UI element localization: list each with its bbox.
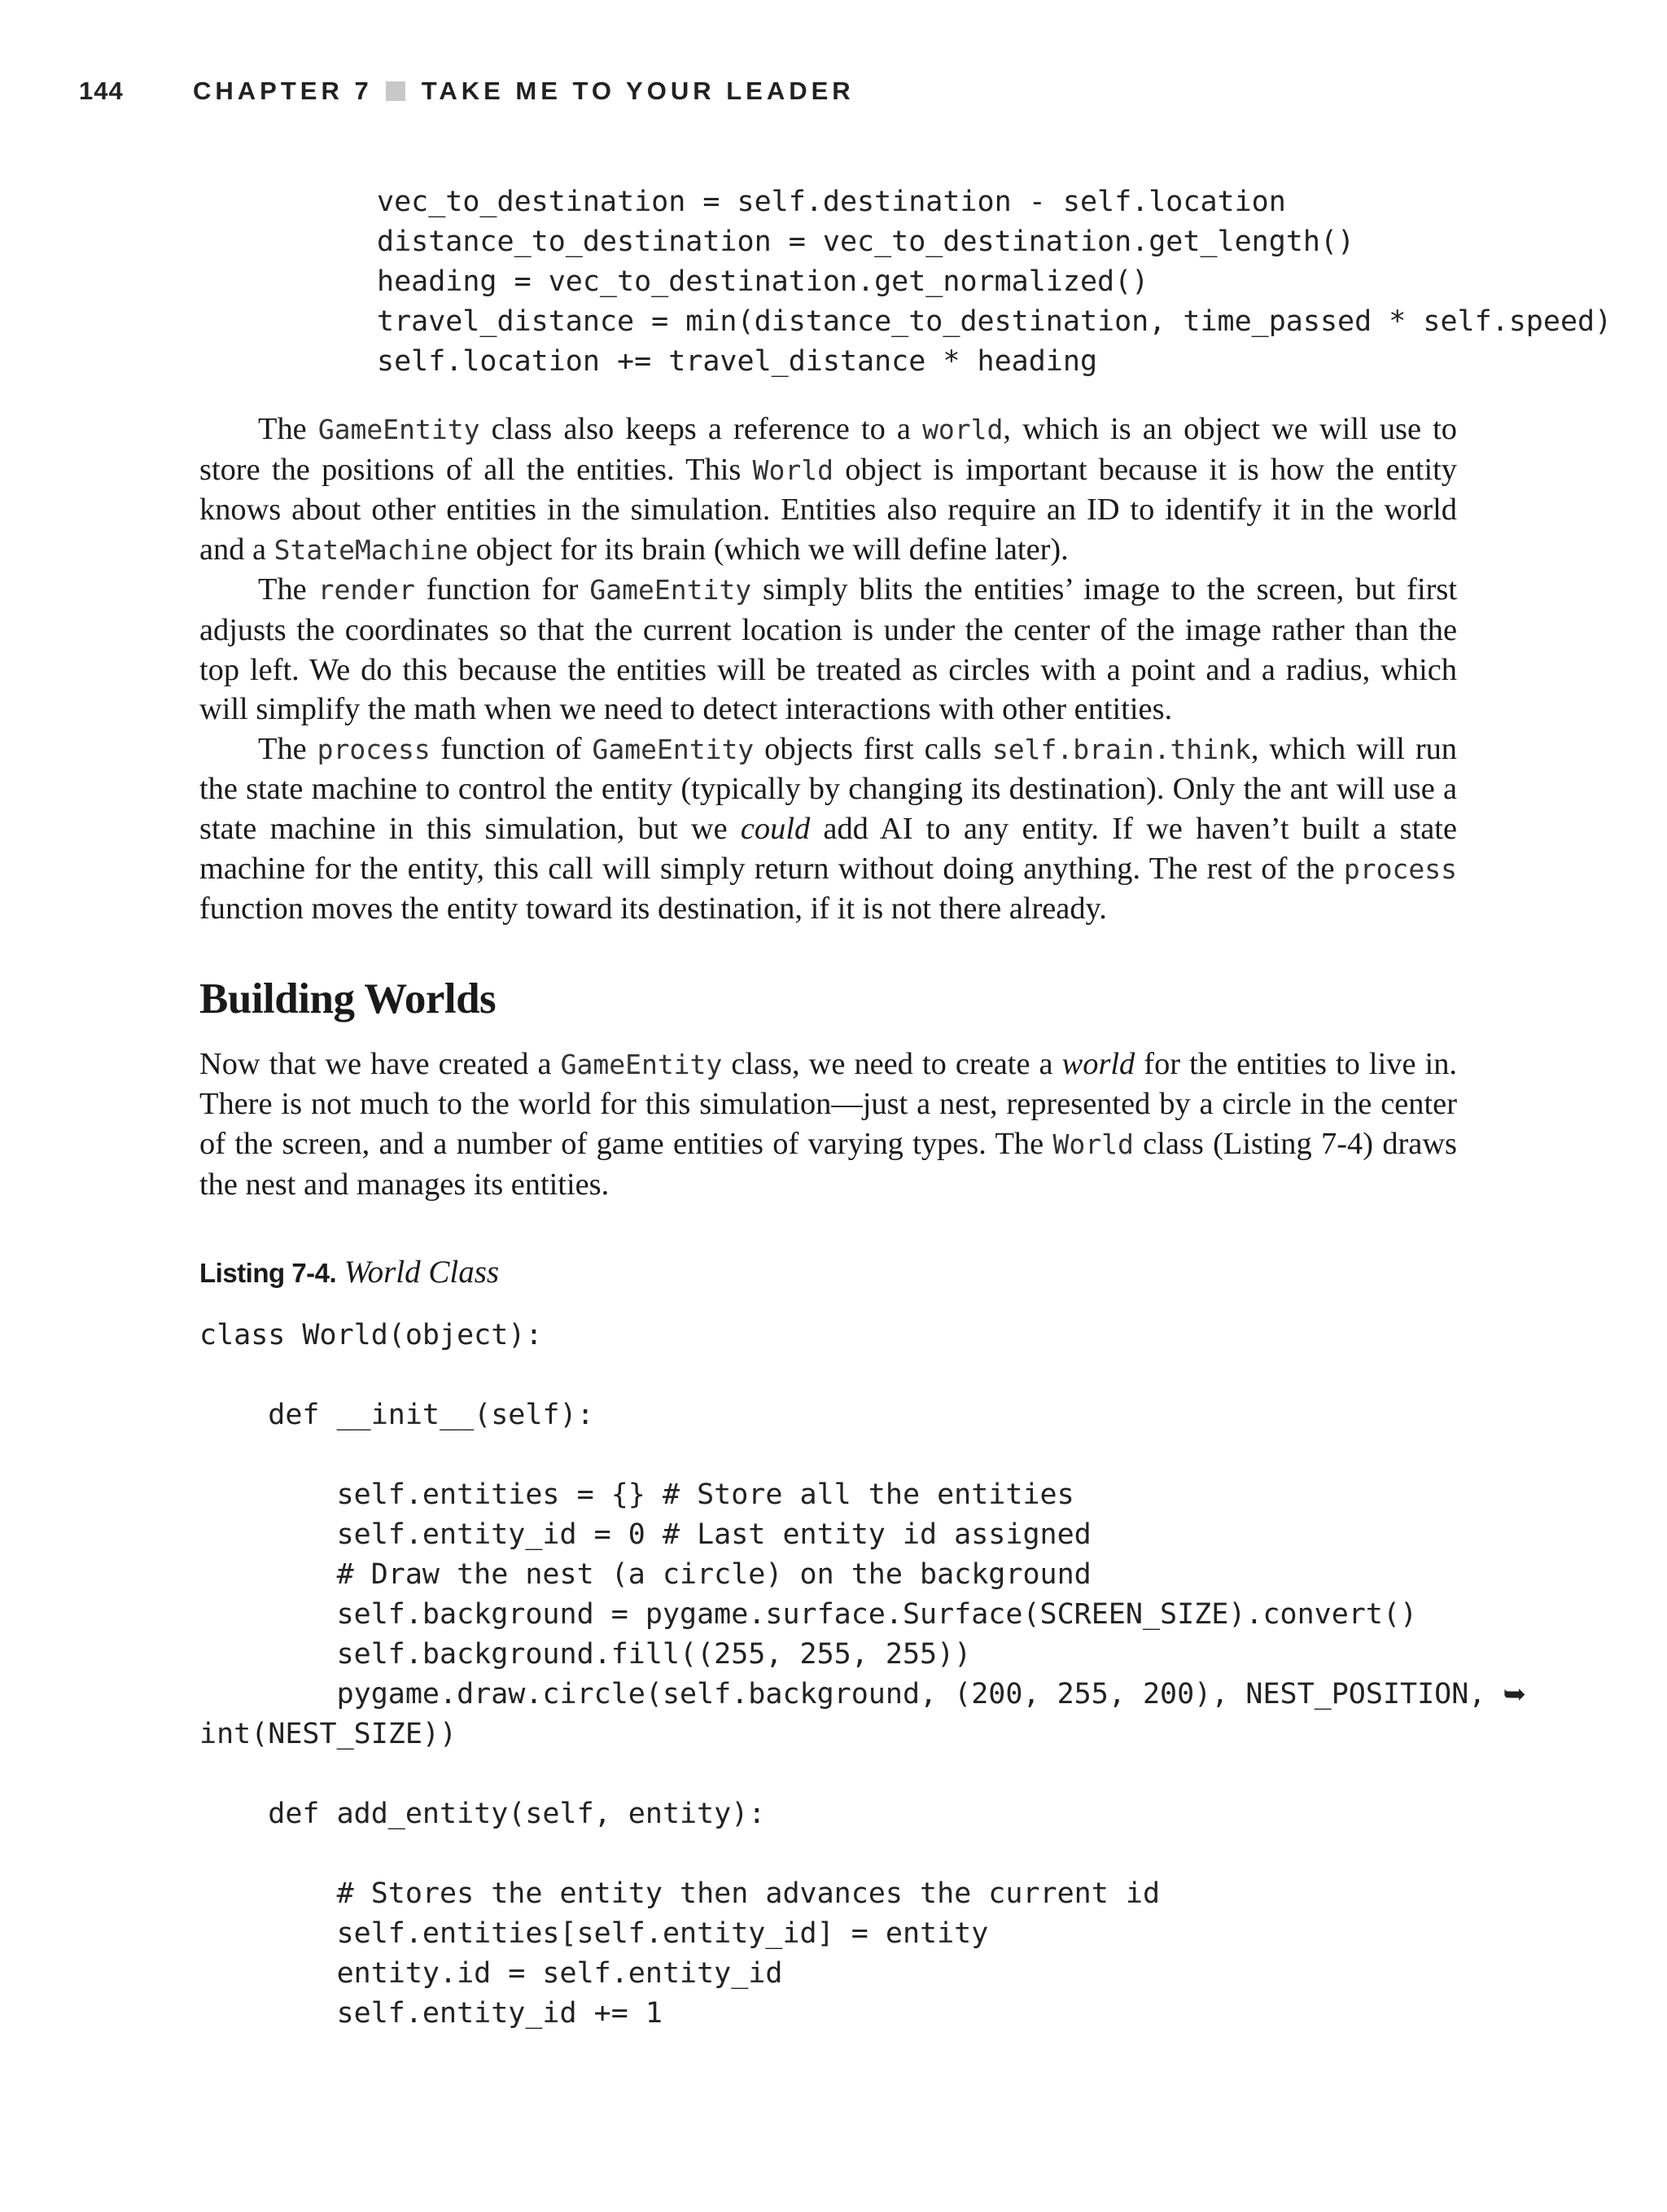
code-line: self.entities = {} # Store all the entities bbox=[199, 1478, 1074, 1512]
paragraph-render-function: The render function for GameEntity simply blits the entities’ image to the screen, but first adjusts the coordinates so that the current location is under the center of the image rather than the top left. We do this because the entities will be treated as circles with a point and a radius, which will simplify the math when we need to detect interactions with other entities. bbox=[199, 572, 1458, 727]
code-line: def add_entity(self, entity): bbox=[199, 1798, 766, 1831]
code-line: self.entities[self.entity_id] = entity bbox=[199, 1917, 989, 1951]
listing-label: Listing 7-4. bbox=[199, 1258, 337, 1289]
code-line: class World(object): bbox=[199, 1319, 543, 1352]
code-line: def __init__(self): bbox=[199, 1399, 594, 1432]
listing-caption bbox=[199, 1253, 1457, 1293]
code-line: self.location += travel_distance * heading bbox=[377, 345, 1098, 378]
line-continuation-arrow-icon: ➥ bbox=[1503, 1678, 1526, 1711]
page-number: 144 bbox=[79, 77, 124, 105]
paragraph-process-function: The process function of GameEntity objects first calls self.brain.think, which will run the state machine to control the entity (typically by changing its destination). Only the ant will use a state machine in this simulation, but we could add AI to any entity. If we haven’t built a state machine for the entity, this call will simply return without doing anything. The rest of the process function moves the entity toward its destination, if it is not there already. bbox=[199, 731, 1457, 926]
chapter-title: TAKE ME TO YOUR LEADER bbox=[421, 77, 855, 105]
listing-title: World Class bbox=[343, 1255, 500, 1290]
code-line: vec_to_destination = self.destination - self.location bbox=[377, 186, 1286, 218]
header-separator-square bbox=[386, 81, 405, 101]
code-line: self.background = pygame.surface.Surface(SCREEN_SIZE).convert() bbox=[199, 1598, 1418, 1632]
code-line bbox=[199, 1754, 1457, 1794]
chapter-label: CHAPTER 7 bbox=[193, 77, 373, 105]
code-line: self.background.fill((255, 255, 255)) bbox=[199, 1638, 972, 1671]
code-line: self.entity_id = 0 # Last entity id assigned bbox=[199, 1518, 1092, 1552]
code-line: travel_distance = min(distance_to_destination, time_passed * self.speed) bbox=[377, 305, 1612, 338]
code-block-process-continuation bbox=[377, 182, 1612, 382]
paragraph-world-reference: The GameEntity class also keeps a reference to a world, which is an object we will use to store the positions of all the entities. This World object is important because it is how the entity knows about other entities in the simulation. Entities also require an ID to identify it in the world and a StateMachine object for its brain (which we will define later). bbox=[199, 412, 1457, 567]
code-line: int(NEST_SIZE)) bbox=[199, 1718, 457, 1751]
code-line bbox=[199, 1435, 1457, 1475]
code-line: # Draw the nest (a circle) on the background bbox=[199, 1558, 1092, 1592]
page-content bbox=[199, 182, 1612, 2034]
code-line: entity.id = self.entity_id bbox=[199, 1957, 783, 1991]
code-line bbox=[199, 1834, 1457, 1874]
code-listing-world-class bbox=[199, 1316, 1526, 2034]
section-heading: Building Worlds bbox=[199, 975, 497, 1023]
code-line-wrapped: pygame.draw.circle(self.background, (200, 255, 200), NEST_POSITION, ➥ bbox=[199, 1678, 1526, 1711]
code-line bbox=[199, 1356, 1457, 1395]
code-line: heading = vec_to_destination.get_normalized() bbox=[377, 265, 1149, 298]
paragraph-building-worlds: Now that we have created a GameEntity class, we need to create a world for the entities to live in. There is not much to the world for this simulation—just a nest, represented by a circle in the center of the screen, and a number of game entities of varying types. The World class (Listing 7-4) draws the nest and manages its entities. bbox=[199, 1046, 1457, 1202]
code-line: # Stores the entity then advances the current id bbox=[199, 1877, 1161, 1911]
running-head bbox=[79, 73, 855, 109]
code-line: self.entity_id += 1 bbox=[199, 1997, 663, 2030]
code-line: distance_to_destination = vec_to_destination.get_length() bbox=[377, 226, 1355, 258]
